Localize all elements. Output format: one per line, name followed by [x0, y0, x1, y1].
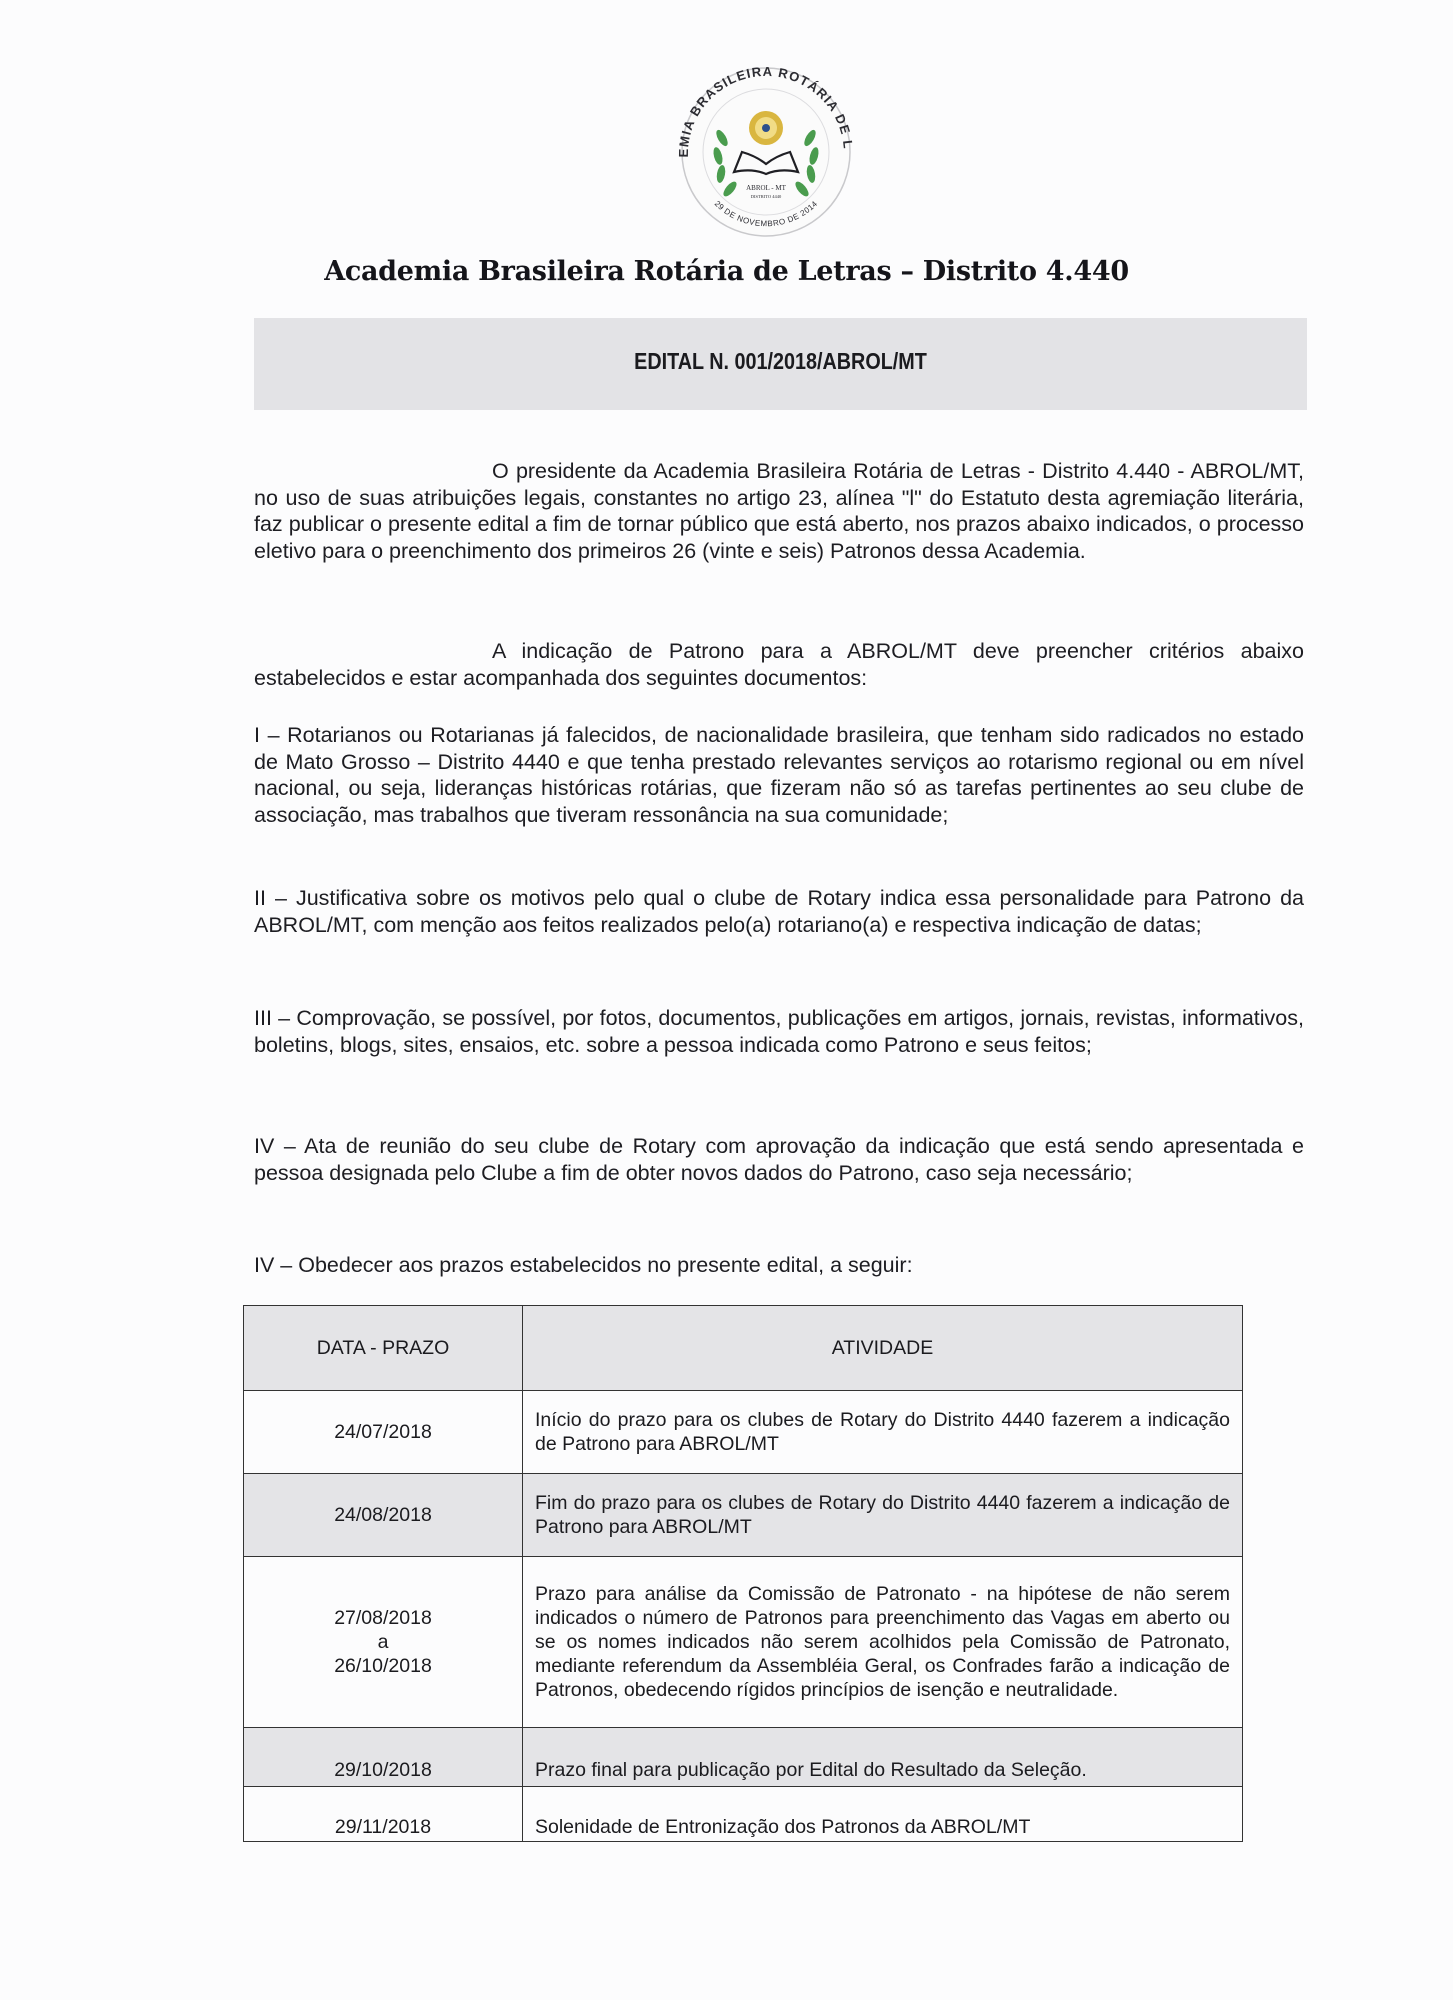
- seal-center-subtext: DISTRITO 4440: [750, 194, 782, 199]
- academy-seal-logo: [666, 56, 866, 246]
- row-activity: Prazo final para publicação por Edital do Resultado da Seleção.: [523, 1728, 1243, 1787]
- table-row: [244, 1391, 1243, 1474]
- criterion-item-ii: II – Justificativa sobre os motivos pelo qual o clube de Rotary indica essa personalidade para Patrono da ABROL/MT, com menção aos feitos realizados pelo(a) rotariano(a) e respectiva indicação de datas;: [254, 886, 1304, 937]
- intro-text: O presidente da Academia Brasileira Rotária de Letras - Distrito 4.440 - ABROL/MT, no uso de suas atribuições legais, constantes no artigo 23, alínea "l" do Estatuto desta agremiação literária, faz publicar o presente edital a fim de tornar público que está aberto, nos prazos abaixo indicados, o processo eletivo para o preenchimento dos primeiros 26 (vinte e seis) Patronos dessa Academia.: [254, 459, 1304, 563]
- seal-top-text: EMIA BRASILEIRA ROTÁRIA DE L: [675, 63, 856, 158]
- row-date: 29/11/2018: [244, 1787, 523, 1842]
- row-date: 24/08/2018: [244, 1474, 523, 1557]
- column-header-activity: ATIVIDADE: [523, 1306, 1243, 1391]
- table-row: [244, 1787, 1243, 1842]
- row-activity: Prazo para análise da Comissão de Patronato - na hipótese de não serem indicados o número de Patronos para preenchimento das Vagas em aberto ou se os nomes indicados não serem acolhidos pela Comissão de Patronato, mediante referendum da Assembléia Geral, os Confrades farão a indicação de Patronos, obedecendo rígidos princípios de isenção e neutralidade.: [523, 1557, 1243, 1728]
- row-date: 24/07/2018: [244, 1391, 523, 1474]
- criterion-item-i: I – Rotarianos ou Rotarianas já falecidos, de nacionalidade brasileira, que tenham sido radicados no estado de Mato Grosso – Distrito 4440 e que tenha prestado relevantes serviços ao rotarismo regional ou em nível nacional, ou seja, lideranças históricas rotárias, que fizeram não só as tarefas pertinentes ao seu clube de associação, mas trabalhos que tiveram ressonância na sua comunidade;: [254, 723, 1304, 827]
- row-activity: Fim do prazo para os clubes de Rotary do Distrito 4440 fazerem a indicação de Patrono para ABROL/MT: [523, 1474, 1243, 1557]
- criteria-intro-paragraph: [254, 638, 1304, 691]
- criteria-intro-text: A indicação de Patrono para a ABROL/MT deve preencher critérios abaixo estabelecidos e estar acompanhada dos seguintes documentos:: [254, 639, 1304, 690]
- seal-bottom-text: 29 DE NOVEMBRO DE 2014: [712, 199, 820, 229]
- criterion-item-iv-deadlines: IV – Obedecer aos prazos estabelecidos no presente edital, a seguir:: [254, 1253, 913, 1277]
- row-activity: Solenidade de Entronização dos Patronos da ABROL/MT: [523, 1787, 1243, 1842]
- column-header-date: DATA - PRAZO: [244, 1306, 523, 1391]
- row-date: 27/08/2018 a 26/10/2018: [244, 1557, 523, 1728]
- row-date: 29/10/2018: [244, 1728, 523, 1787]
- organization-title: Academia Brasileira Rotária de Letras – Distrito 4.440: [324, 256, 1129, 287]
- criterion-item-iii: III – Comprovação, se possível, por fotos, documentos, publicações em artigos, jornais, revistas, informativos, boletins, blogs, sites, ensaios, etc. sobre a pessoa indicada como Patrono e seus feitos;: [254, 1006, 1304, 1057]
- edital-title-banner: [254, 318, 1307, 410]
- criterion-item-iv: IV – Ata de reunião do seu clube de Rotary com aprovação da indicação que está sendo apresentada e pessoa designada pelo Clube a fim de obter novos dados do Patrono, caso seja necessário;: [254, 1134, 1304, 1185]
- edital-title: EDITAL N. 001/2018/ABROL/MT: [634, 348, 927, 374]
- schedule-table: [243, 1305, 1243, 1842]
- table-header-row: [244, 1306, 1243, 1391]
- table-row: [244, 1474, 1243, 1557]
- intro-paragraph: [254, 458, 1304, 564]
- table-row: [244, 1728, 1243, 1787]
- rotary-wheel-icon: [749, 111, 783, 145]
- table-row: [244, 1557, 1243, 1728]
- row-activity: Início do prazo para os clubes de Rotary do Distrito 4440 fazerem a indicação de Patrono para ABROL/MT: [523, 1391, 1243, 1474]
- seal-center-text: ABROL - MT: [746, 184, 786, 192]
